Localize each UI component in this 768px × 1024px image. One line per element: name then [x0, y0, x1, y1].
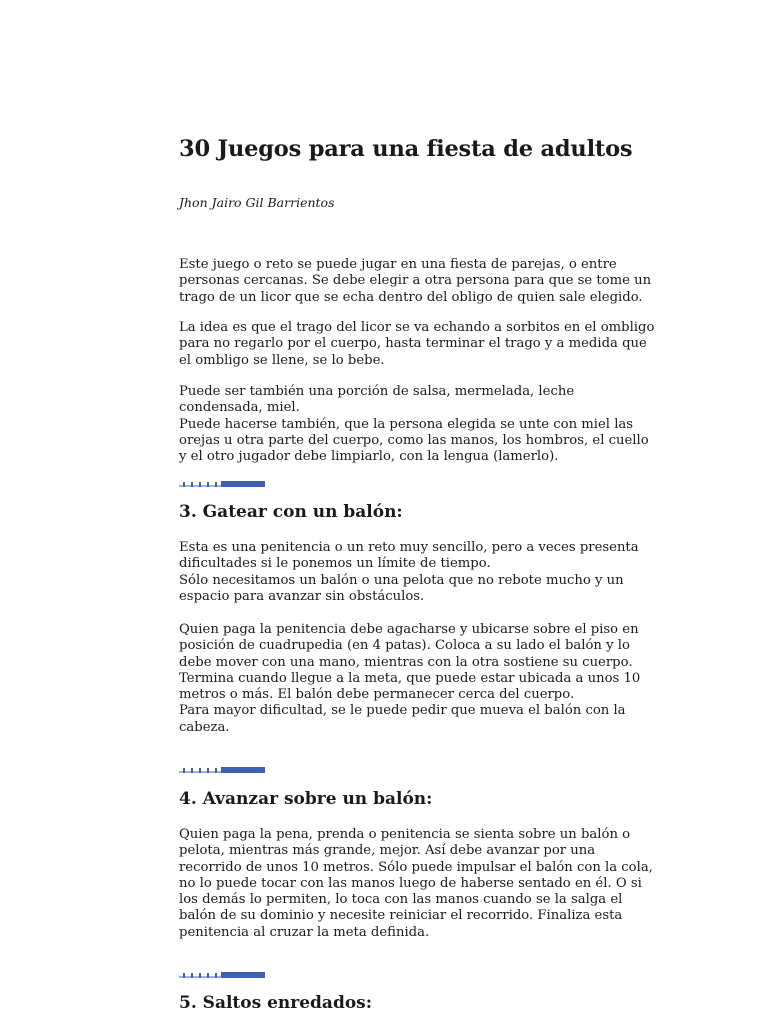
- intro-paragraph-3: Puede ser también una porción de salsa, mermelada, leche condensada, miel. Puede hacerse también, que la persona elegida se unte con miel las orejas u otra parte del cuerpo, como las manos, los hombros, el cuello y el otro jugador debe limpiarlo, con la lengua (lamerlo).: [179, 384, 649, 465]
- section4-paragraph-1: Quien paga la pena, prenda o penitencia se sienta sobre un balón o pelota, mientras más grande, mejor. Así debe avanzar por una recorrido de unos 10 metros. Sólo puede impulsar el balón con la cola, no lo puede tocar con las manos luego de haberse sentado en él. O si los demás lo permiten, lo toca con las manos cuando se la salga el balón de su dominio y necesite reiniciar el recorrido. Finaliza esta penitencia al cruzar la meta definida.: [179, 827, 653, 940]
- section3-paragraph-2: Quien paga la penitencia debe agacharse y ubicarse sobre el piso en posición de cuadrupedia (en 4 patas). Coloca a su lado el balón y lo debe mover con una mano, mientras con la otra sostiene su cuerpo. Termina cuando llegue a la meta, que puede estar ubicada a unos 10 metros o más. El balón debe permanecer cerca del cuerpo. Para mayor dificultad, se le puede pedir que mueva el balón con la cabeza.: [179, 622, 641, 735]
- intro-paragraph-2: La idea es que el trago del licor se va echando a sorbitos en el ombligo para no regarlo por el cuerpo, hasta terminar el trago y a medida que el ombligo se llene, se lo bebe.: [179, 320, 655, 368]
- section-heading-3: 3. Gatear con un balón:: [179, 502, 403, 522]
- intro-paragraph-1: Este juego o reto se puede jugar en una fiesta de parejas, o entre personas cercanas. Se debe elegir a otra persona para que se tome un trago de un licor que se echa dentro del obligo de quien sale elegido.: [179, 257, 652, 305]
- section-divider-icon: [179, 480, 265, 487]
- document-author: Jhon Jairo Gil Barrientos: [179, 195, 335, 210]
- section-heading-4: 4. Avanzar sobre un balón:: [179, 789, 433, 809]
- section-divider-icon: [179, 971, 265, 978]
- section3-paragraph-1: Esta es una penitencia o un reto muy sencillo, pero a veces presenta dificultades si le ponemos un límite de tiempo. Sólo necesitamos un balón o una pelota que no rebote mucho y un espacio para avanzar sin obstáculos.: [179, 540, 639, 604]
- section-heading-5: 5. Saltos enredados:: [179, 993, 373, 1013]
- document-title: 30 Juegos para una fiesta de adultos: [179, 136, 633, 162]
- section-divider-icon: [179, 766, 265, 773]
